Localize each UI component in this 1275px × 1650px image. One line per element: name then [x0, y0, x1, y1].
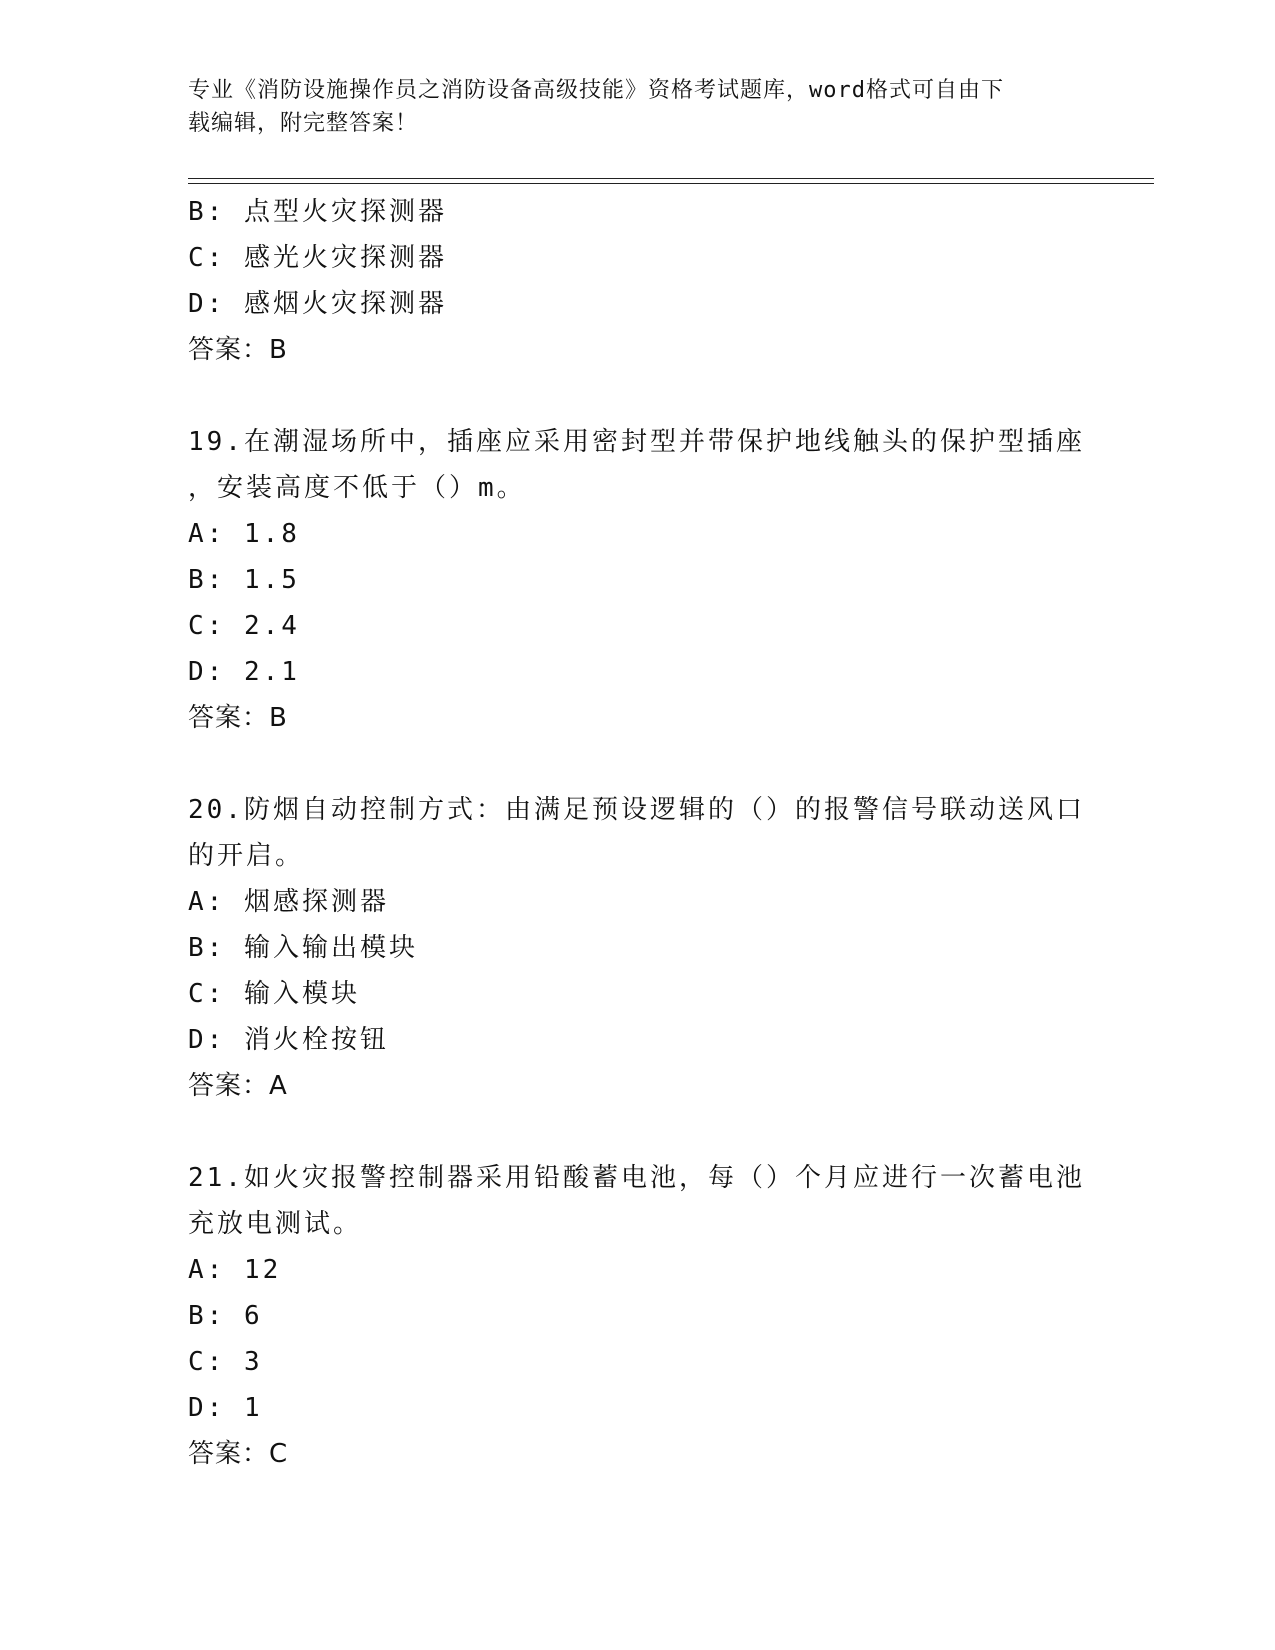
header-line-2: 载编辑，附完整答案！	[188, 111, 419, 136]
question-21	[188, 1155, 1088, 1477]
option-b: B: 6	[188, 1301, 263, 1331]
answer-line: 答案：C	[188, 1439, 289, 1469]
question-stem-line-1: 21.如火灾报警控制器采用铅酸蓄电池，每（）个月应进行一次蓄电池	[188, 1163, 1085, 1193]
option-d: D: 2.1	[188, 657, 300, 687]
option-c: C: 输入模块	[188, 979, 360, 1009]
answer-line: 答案：A	[188, 1071, 288, 1101]
question-18-tail	[188, 189, 1088, 373]
question-stem-line-2: ，安装高度不低于（）m。	[188, 473, 526, 503]
option-c: C: 感光火灾探测器	[188, 243, 447, 273]
answer-line: 答案：B	[188, 703, 288, 733]
header-divider-top	[188, 178, 1154, 179]
header-divider-bottom	[188, 183, 1154, 184]
option-d: D: 1	[188, 1393, 263, 1423]
option-d: D: 消火栓按钮	[188, 1025, 389, 1055]
question-stem-line-2: 的开启。	[188, 841, 305, 871]
option-a: A: 12	[188, 1255, 282, 1285]
option-b: B: 输入输出模块	[188, 933, 418, 963]
option-c: C: 3	[188, 1347, 263, 1377]
option-c: C: 2.4	[188, 611, 300, 641]
question-list	[188, 189, 1088, 1477]
option-b: B: 1.5	[188, 565, 300, 595]
document-header	[188, 74, 1068, 140]
option-b: B: 点型火灾探测器	[188, 197, 447, 227]
option-d: D: 感烟火灾探测器	[188, 289, 447, 319]
header-line-1: 专业《消防设施操作员之消防设备高级技能》资格考试题库，word格式可自由下	[188, 78, 1004, 103]
question-stem-line-1: 19.在潮湿场所中，插座应采用密封型并带保护地线触头的保护型插座	[188, 427, 1085, 457]
question-20	[188, 787, 1088, 1109]
question-stem-line-2: 充放电测试。	[188, 1209, 363, 1239]
answer-line: 答案：B	[188, 335, 288, 365]
question-19	[188, 419, 1088, 741]
option-a: A: 烟感探测器	[188, 887, 389, 917]
question-stem-line-1: 20.防烟自动控制方式：由满足预设逻辑的（）的报警信号联动送风口	[188, 795, 1085, 825]
option-a: A: 1.8	[188, 519, 300, 549]
